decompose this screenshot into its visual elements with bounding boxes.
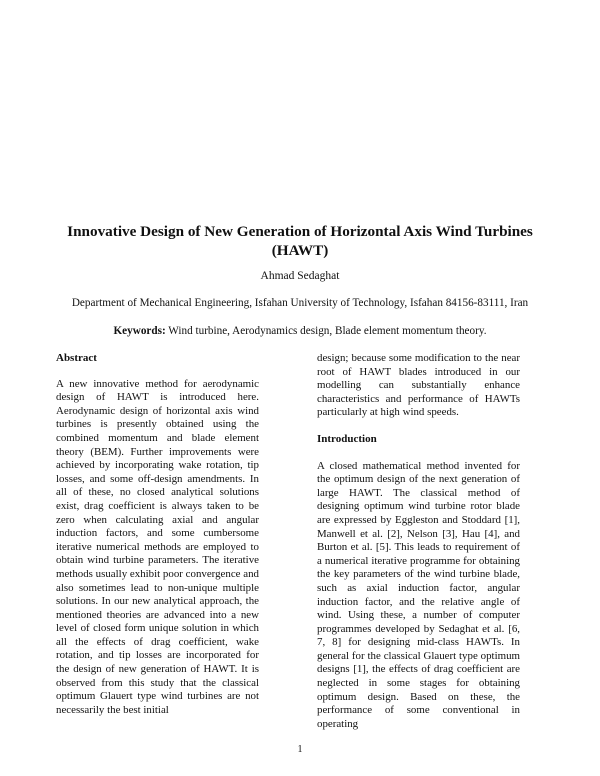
- introduction-text: A closed mathematical method invented for the optimum design of the next generation of large HAWT. The classical method of designing optimum wind turbine rotor blade are expressed by Eggleston and Stoddard [1], Manwell et al. [2], Nelson [3], Hau [4], and Burton et al. [5]. This leads to requirement of a numerical iterative programme for obtaining the key parameters of the wind turbine blade, such as axial induction factor, angular induction factor, and the relative angle of wind. Using these, a number of computer programmes developed by Sedaghat et al. [6, 7, 8] for designing mid-class HAWTs. In general for the classical Glauert type optimum designs [1], the effects of drag coefficient are neglected in some stages for obtaining optimum design. Based on these, the performance of some conventional in operating: [317, 459, 520, 730]
- keywords-text: Wind turbine, Aerodynamics design, Blade element momentum theory.: [165, 325, 487, 337]
- left-column: [56, 352, 259, 717]
- abstract-heading: Abstract: [56, 352, 97, 364]
- page-number: 1: [297, 744, 303, 755]
- paper-title: Innovative Design of New Generation of Horizontal Axis Wind Turbines (HAWT): [67, 223, 533, 259]
- affiliation: Department of Mechanical Engineering, Isfahan University of Technology, Isfahan 84156-83111, Iran: [71, 297, 529, 309]
- author-name: Ahmad Sedaghat: [260, 270, 340, 282]
- keywords-line: [20, 325, 580, 337]
- right-column: [317, 352, 520, 731]
- abstract-text: A new innovative method for aerodynamic design of HAWT is introduced here. Aerodynamic design of horizontal axis wind turbines is presently obtained using the combined momentum and blade element theory (BEM). Further improvements were achieved by incorporating wake rotation, tip losses, and some off-design amendments. In all of these, no closed analytical solutions exist, drag coefficient is always taken to be zero when calculating axial and angular induction factors, and some cumbersome iterative numerical methods are employed to obtain wind turbine parameters. The iterative methods usually exhibit poor convergence and also sometimes lead to non-unique multiple solutions. In our new analytical approach, the mentioned theories are advanced into a new level of closed form unique solution in which all the effects of drag coefficient, wake rotation, and tip losses are incorporated for the design of new generation of HAWT. It is observed from this study that the classical optimum Glauert type wind turbines are not necessarily the best initial: [56, 377, 259, 716]
- keywords-label: Keywords:: [113, 325, 166, 337]
- abstract-continued: design; because some modification to the near root of HAWT blades introduced in our modelling can substantially enhance characteristics and performance of HAWTs particularly at high wind speeds.: [317, 352, 520, 419]
- introduction-heading: Introduction: [317, 432, 377, 445]
